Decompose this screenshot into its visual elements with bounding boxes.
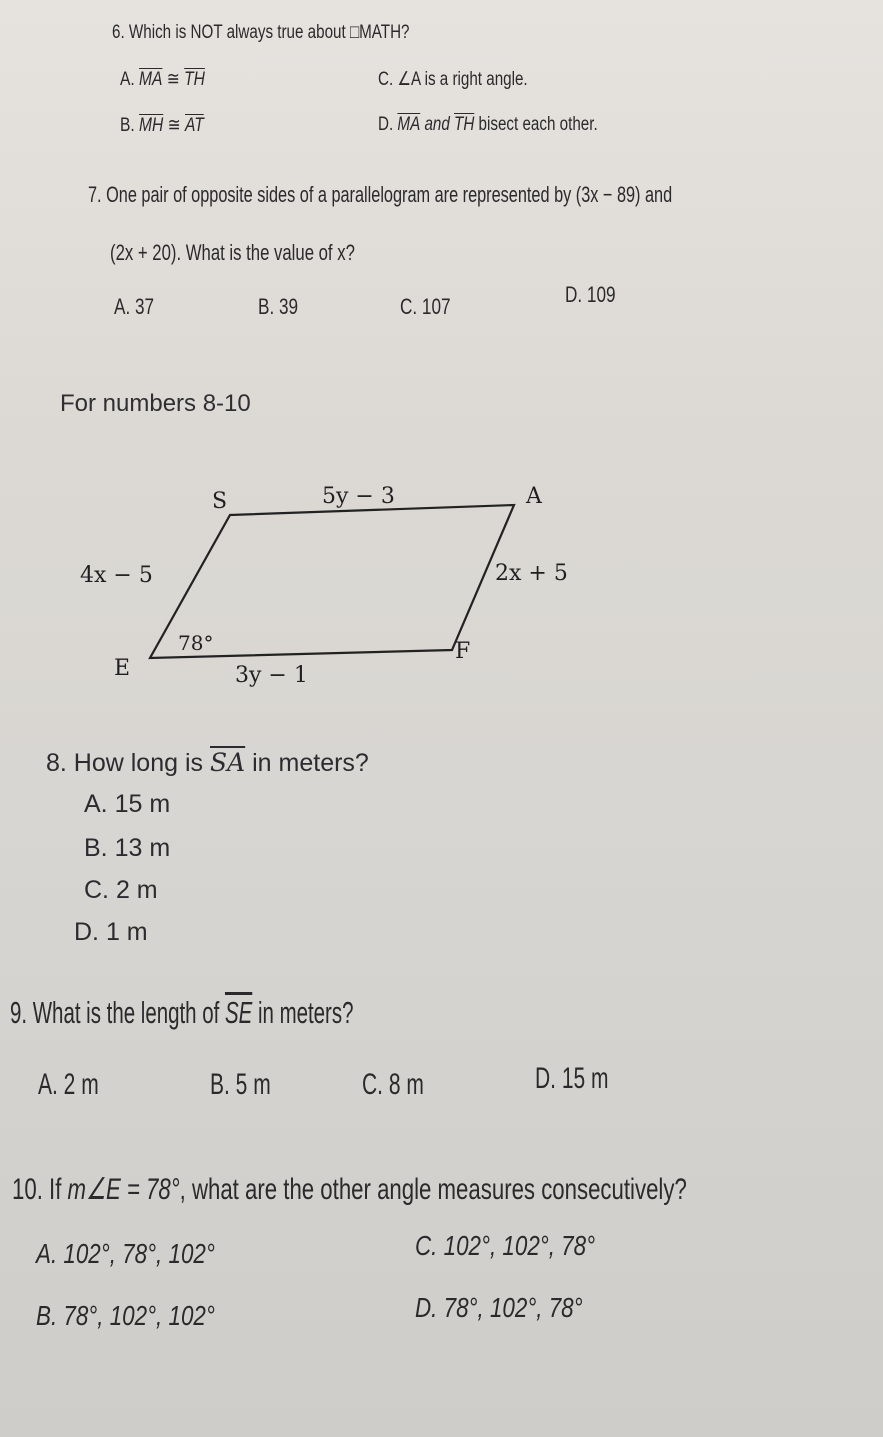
vertex-f-label: F xyxy=(455,639,471,664)
q8-option-c: C. 2 m xyxy=(84,876,158,904)
q9-option-d: D. 15 m xyxy=(535,1062,609,1095)
q8-option-a: A. 15 m xyxy=(84,790,171,818)
q6-option-b: B. MH ≅ AT xyxy=(120,115,204,136)
angle-e-label: 78° xyxy=(178,631,214,655)
q7-option-a: A. 37 xyxy=(114,294,155,319)
parallelogram-figure xyxy=(60,470,620,700)
side-left-label: 4x − 5 xyxy=(80,563,153,588)
q10-option-b: B. 78°, 102°, 102° xyxy=(36,1300,215,1331)
q7-stem-line2: (2x + 20). What is the value of x? xyxy=(110,240,355,265)
q9-option-c: C. 8 m xyxy=(362,1068,424,1101)
vertex-e-label: E xyxy=(114,656,131,681)
q6-option-a: A. MA ≅ TH xyxy=(120,69,205,90)
q9-option-a: A. 2 m xyxy=(38,1068,99,1101)
q7-option-b: B. 39 xyxy=(258,294,299,319)
section-heading: For numbers 8-10 xyxy=(60,390,251,417)
vertex-s-label: S xyxy=(212,489,228,514)
q10-option-c: C. 102°, 102°, 78° xyxy=(415,1230,596,1261)
q7-stem: 7. One pair of opposite sides of a parallelogram are represented by (3x − 89) and xyxy=(88,182,673,207)
q10-option-a: A. 102°, 78°, 102° xyxy=(36,1238,215,1269)
q9-option-b: B. 5 m xyxy=(210,1068,271,1101)
q9-stem: 9. What is the length of SE in meters? xyxy=(10,995,354,1030)
q10-stem: 10. If m∠E = 78°, what are the other angle measures consecutively? xyxy=(12,1173,687,1206)
q8-stem: 8. How long is SA in meters? xyxy=(46,748,369,777)
q7-option-c: C. 107 xyxy=(400,294,451,319)
q6-stem: 6. Which is NOT always true about □MATH? xyxy=(112,22,410,43)
q10-option-d: D. 78°, 102°, 78° xyxy=(415,1292,583,1323)
q8-option-d: D. 1 m xyxy=(74,918,148,946)
q6-option-c: C. ∠A is a right angle. xyxy=(378,69,528,90)
side-right-label: 2x + 5 xyxy=(495,561,568,586)
q8-option-b: B. 13 m xyxy=(84,834,171,862)
side-top-label: 5y − 3 xyxy=(322,484,395,509)
side-bottom-label: 3y − 1 xyxy=(235,663,308,688)
q6-option-d: D. MA and TH bisect each other. xyxy=(378,114,598,135)
q7-option-d: D. 109 xyxy=(565,282,616,307)
vertex-a-label: A xyxy=(526,484,542,509)
